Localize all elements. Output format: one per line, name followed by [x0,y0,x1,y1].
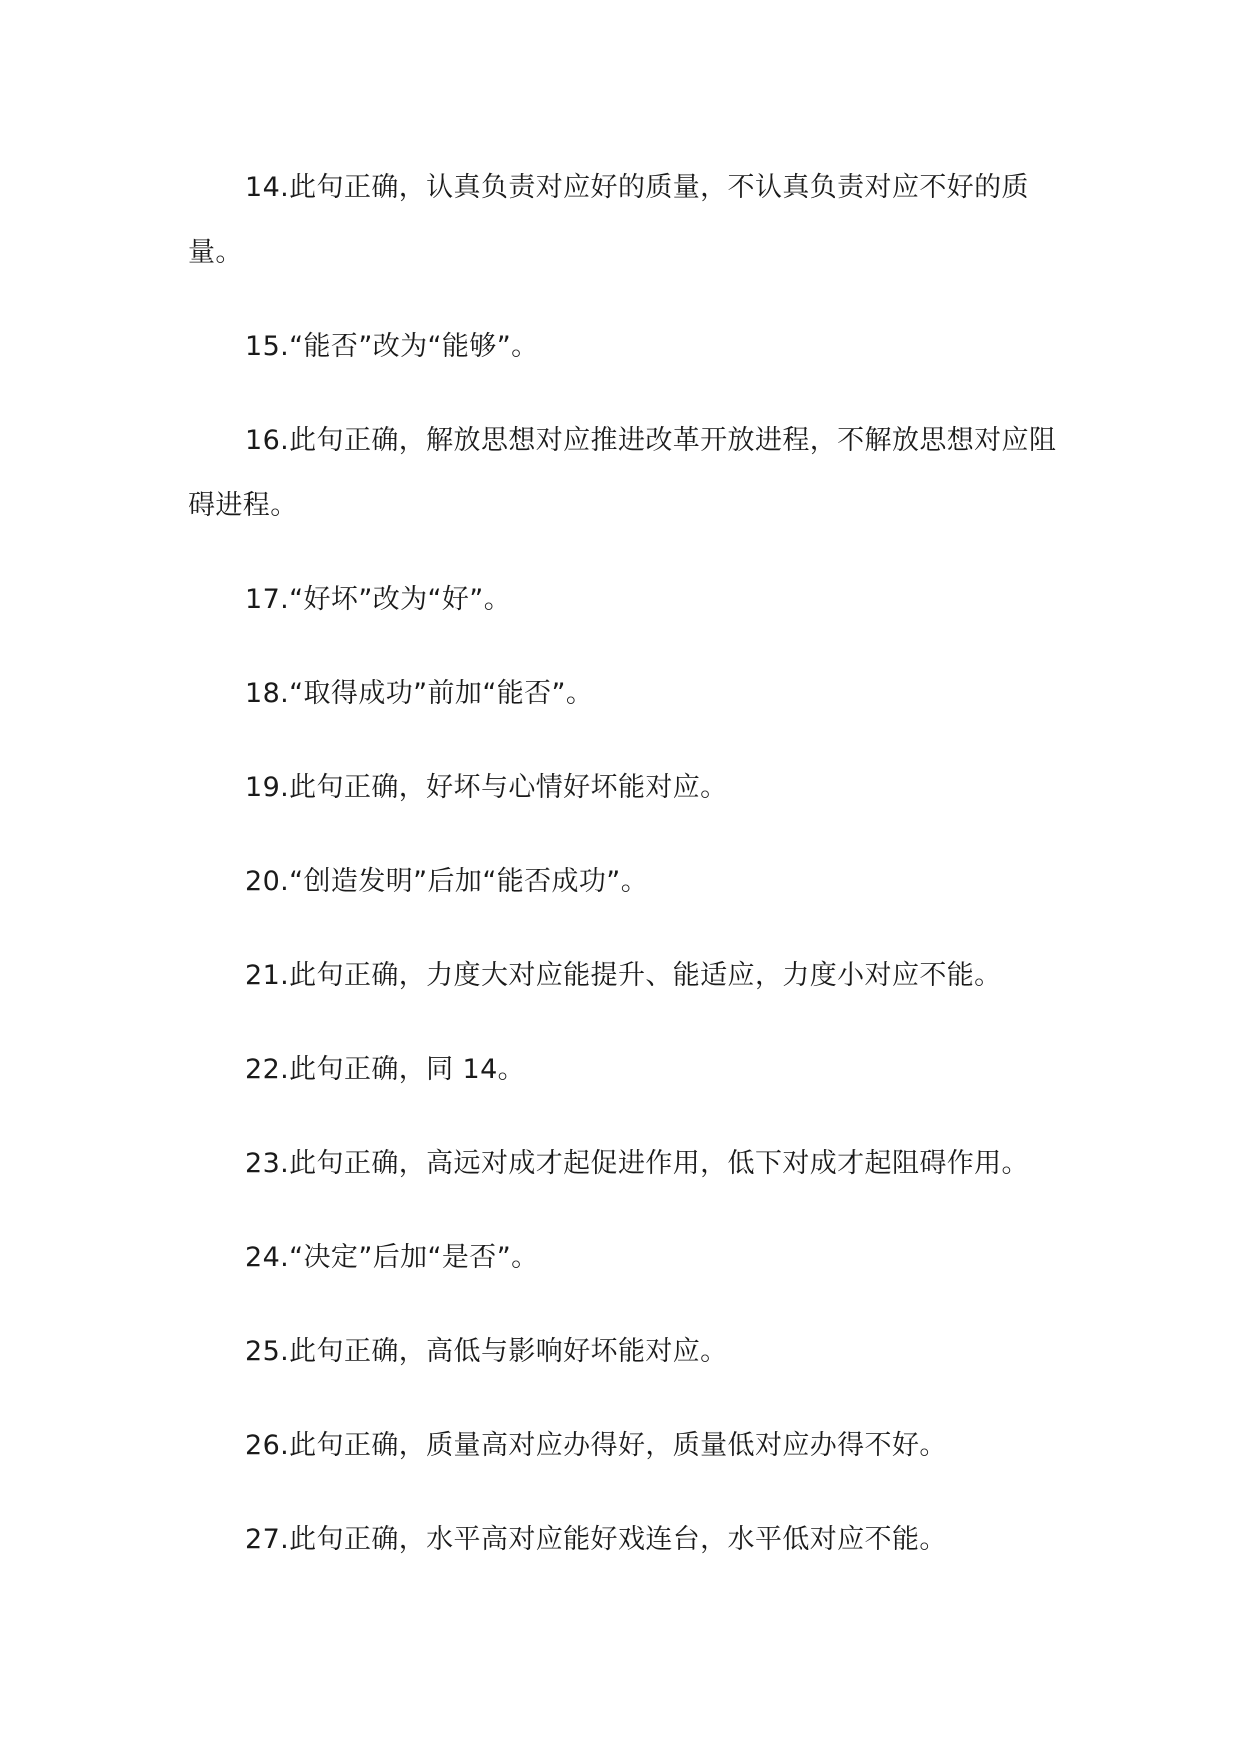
answer-item-26: 26.此句正确，质量高对应办得好，质量低对应办得不好。 [245,1430,947,1461]
answer-item-14: 14.此句正确，认真负责对应好的质量，不认真负责对应不好的质量。 [188,172,1029,268]
answer-item-23: 23.此句正确，高远对成才起促进作用，低下对成才起阻碍作用。 [245,1148,1029,1179]
answer-item-25: 25.此句正确，高低与影响好坏能对应。 [245,1336,728,1367]
answer-item-24: 24.“决定”后加“是否”。 [245,1242,539,1273]
answer-item-18: 18.“取得成功”前加“能否”。 [245,678,594,709]
answer-item-17: 17.“好坏”改为“好”。 [245,584,512,615]
answer-item-15: 15.“能否”改为“能够”。 [245,331,539,362]
answer-item-19: 19.此句正确，好坏与心情好坏能对应。 [245,772,728,803]
answer-item-21: 21.此句正确，力度大对应能提升、能适应，力度小对应不能。 [245,960,1002,991]
answer-item-16: 16.此句正确，解放思想对应推进改革开放进程，不解放思想对应阻碍进程。 [188,425,1057,521]
answer-item-20: 20.“创造发明”后加“能否成功”。 [245,866,649,897]
answer-list [188,155,1068,1601]
answer-item-27: 27.此句正确，水平高对应能好戏连台，水平低对应不能。 [245,1524,947,1555]
answer-item-22: 22.此句正确，同 14。 [245,1054,526,1085]
